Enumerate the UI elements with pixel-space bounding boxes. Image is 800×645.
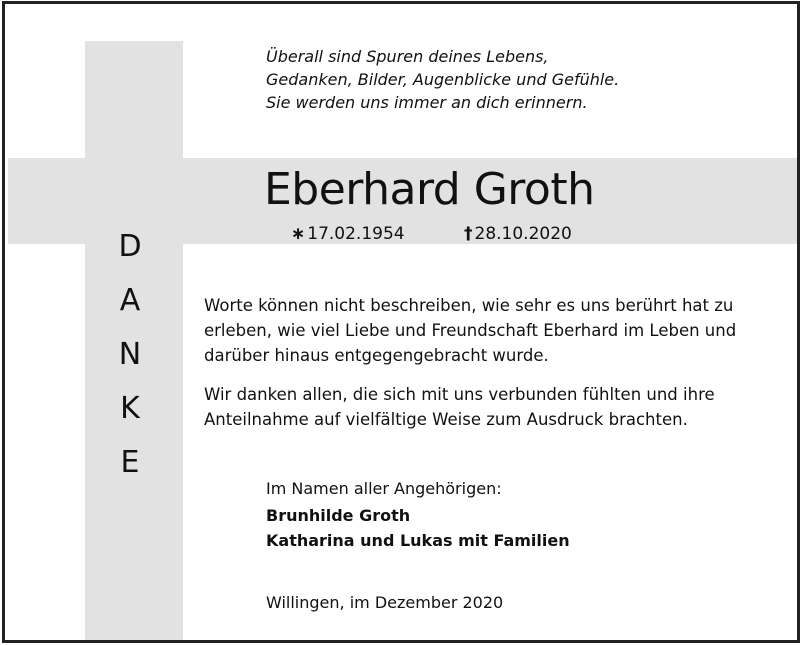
paragraph-line: darüber hinaus entgegengebracht wurde.: [204, 346, 549, 365]
thanks-paragraph-2: [204, 382, 784, 432]
danke-letter: A: [119, 283, 141, 318]
memorial-quote: [266, 45, 619, 114]
paragraph-line: Anteilnahme auf vielfältige Weise zum Ausdruck brachten.: [204, 410, 688, 429]
quote-line-2: Gedanken, Bilder, Augenblicke und Gefühle.: [266, 70, 620, 89]
death-cross-icon: †: [464, 224, 473, 244]
danke-letter: D: [118, 229, 142, 264]
danke-letter: K: [120, 391, 140, 426]
deceased-name: Eberhard Groth: [264, 164, 595, 215]
danke-letter: E: [120, 445, 140, 480]
paragraph-line: Wir danken allen, die sich mit uns verbunden fühlten und ihre: [204, 385, 715, 404]
danke-letter: N: [118, 337, 142, 372]
quote-line-1: Überall sind Spuren deines Lebens,: [266, 47, 549, 66]
paragraph-line: erleben, wie viel Liebe und Freundschaft Eberhard im Leben und: [204, 321, 737, 340]
birth-date-value: 17.02.1954: [307, 224, 405, 244]
family-names-line-1: Brunhilde Groth: [266, 506, 411, 525]
death-date-value: 28.10.2020: [474, 224, 572, 244]
quote-line-3: Sie werden uns immer an dich erinnern.: [266, 93, 588, 112]
birth-date: [291, 222, 405, 246]
place-and-date: Willingen, im Dezember 2020: [266, 593, 504, 612]
family-names-line-2: Katharina und Lukas mit Familien: [266, 531, 570, 550]
thanks-paragraph-1: [204, 293, 784, 368]
paragraph-line: Worte können nicht beschreiben, wie sehr es uns berührt hat zu: [204, 296, 734, 315]
birth-star-icon: ∗: [291, 224, 306, 244]
death-date: [464, 222, 572, 246]
danke-vertical-text: [110, 220, 150, 490]
closing-intro: Im Namen aller Angehörigen:: [266, 479, 502, 498]
